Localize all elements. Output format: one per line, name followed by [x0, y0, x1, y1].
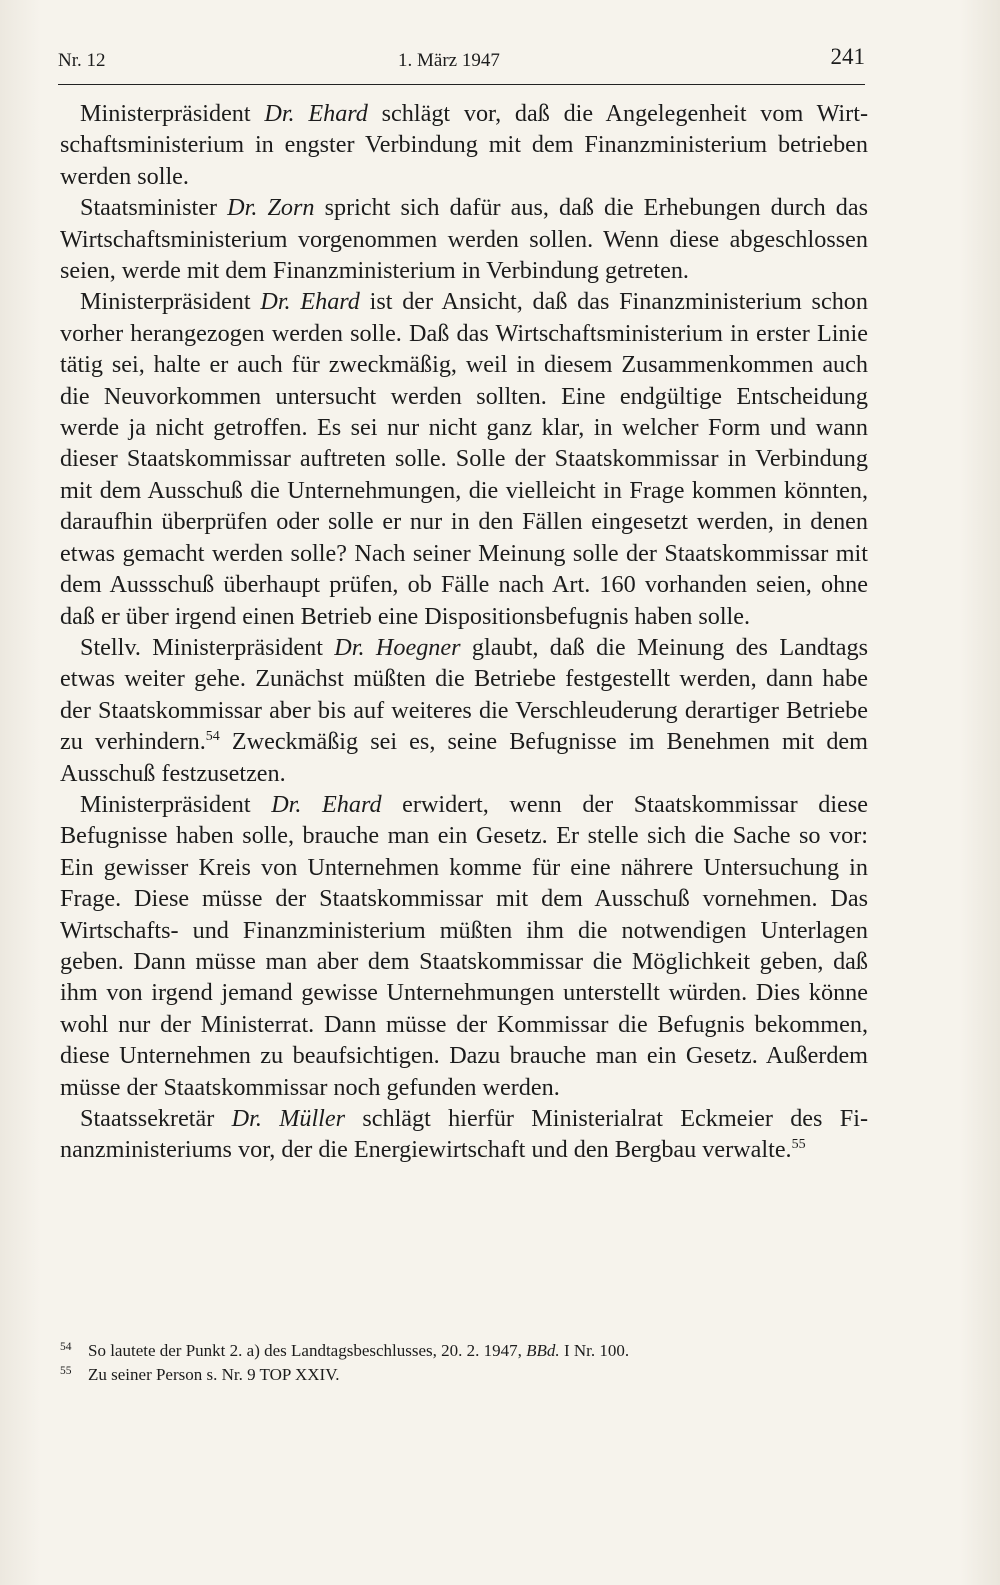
- paragraph-text: schlägt vor, daß die Angelegenheit vom Wirtschaftsministerium in engster Verbindung mit dem Finanzministerium betrieben werden solle.: [60, 100, 868, 190]
- footnote-text: So lautete der Punkt 2. a) des Landtagsbeschlusses, 20. 2. 1947,: [88, 1341, 527, 1360]
- paragraph: [60, 286, 868, 631]
- paragraph: [60, 632, 868, 789]
- paragraph: [60, 789, 868, 1103]
- header-date: 1. März 1947: [398, 50, 500, 71]
- paragraph: [60, 1103, 868, 1166]
- speaker-title: Stellv. Ministerpräsident: [80, 633, 335, 661]
- footnote-number: 55: [60, 1365, 72, 1377]
- footnote-text: Zu seiner Person s. Nr. 9 TOP XXIV.: [88, 1365, 340, 1384]
- footnote: [60, 1339, 868, 1363]
- paragraph-text: erwidert, wenn der Staatskommissar diese Befugnisse haben solle, brauche man ein Gesetz. Er stelle sich die Sache so vor: Ein gewisser Kreis von Unternehmen komme für eine nährere Untersuchung in Frage. Diese müsse der Staatskommissar mit dem Ausschuß vornehmen. Das Wirtschafts- und Finanzministerium müßten ihm die notwendigen Unterlagen geben. Dann müsse man aber dem Staatskommissar die Möglichkeit geben, daß ihm von irgend jemand gewisse Unternehmungen unterstellt würden. Dies könne wohl nur der Ministerrat. Dann müsse der Kommissar die Befugnis bekommen, diese Unternehmen zu beaufsichtigen. Dazu brauche man ein Gesetz. Außerdem müsse der Staatskommissar noch gefunden werden.: [60, 790, 868, 1101]
- speaker-title: Ministerpräsident: [80, 790, 272, 818]
- speaker-title: Staatssekretär: [80, 1105, 232, 1132]
- footnote: [60, 1363, 868, 1387]
- speaker-title: Staatsminister: [80, 194, 228, 222]
- footnotes: [60, 1339, 868, 1387]
- speaker-name: Dr. Ehard: [264, 100, 368, 127]
- footnote-reference[interactable]: 54: [205, 729, 220, 745]
- page-number: 241: [830, 44, 865, 69]
- speaker-name: Dr. Ehard: [260, 288, 360, 316]
- footnote-text: I Nr. 100.: [559, 1341, 630, 1360]
- speaker-name: Dr. Ehard: [271, 790, 382, 818]
- paragraph-text: spricht sich dafür aus, daß die Erhebungen durch das Wirtschaftsministerium vorgenommen werden sollen. Wenn diese abgeschlossen seien, werde mit dem Finanzministerium in Verbindung getreten.: [60, 194, 869, 285]
- footnote-abbreviation: BBd.: [526, 1341, 560, 1360]
- speaker-title: Ministerpräsident: [80, 100, 265, 127]
- footnote-number: 54: [60, 1341, 72, 1353]
- issue-number: Nr. 12: [58, 50, 106, 71]
- speaker-name: Dr. Hoegner: [334, 633, 461, 661]
- speaker-name: Dr. Zorn: [227, 194, 315, 222]
- paragraph-text: ist der Ansicht, daß das Finanzministerium schon vorher herangezogen werden solle. Daß das Wirtschaftsministerium in erster Linie tätig sei, halte er auch für zweckmäßig, weil in diesem Zusammenkommen auch die Neuvorkommen untersucht werden sollten. Eine endgültige Entscheidung werde ja nicht getroffen. Es sei nur nicht ganz klar, in welcher Form und wann dieser Staatskommissar auftreten solle. Solle der Staatskommissar in Verbindung mit dem Ausschuß die Unternehmungen, die vielleicht in Frage kommen könnten, daraufhin überprüfen oder solle er nur in den Fällen eingesetzt werden, in denen etwas gemacht werden solle? Nach seiner Meinung solle der Staatskommissar mit dem Aussschuß überhaupt prüfen, ob Fälle nach Art. 160 vorhanden seien, ohne daß er über irgend einen Betrieb eine Dispositionsbefugnis haben solle.: [60, 288, 868, 630]
- footnote-reference[interactable]: 55: [791, 1137, 806, 1153]
- speaker-title: Ministerpräsident: [80, 288, 261, 316]
- paragraph-text: schlägt hierfür Ministerialrat Eckmeier des Finanzministeriums vor, der die Energiewirtschaft und den Bergbau verwalte.: [60, 1105, 869, 1164]
- body-text: [60, 98, 868, 1166]
- paragraph: [60, 192, 868, 286]
- paragraph-text: Zweckmäßig sei es, seine Befugnisse im Benehmen mit dem Ausschuß festzusetzen.: [60, 728, 868, 787]
- speaker-name: Dr. Müller: [231, 1105, 346, 1132]
- paragraph: [60, 98, 868, 192]
- paragraph-text: glaubt, daß die Meinung des Landtags etwas weiter gehe. Zunächst müßten die Betriebe festgestellt werden, dann habe der Staatskommissar aber bis auf weiteres die Verschleuderung derartiger Betriebe zu verhindern.: [60, 633, 868, 756]
- running-header: [58, 44, 865, 85]
